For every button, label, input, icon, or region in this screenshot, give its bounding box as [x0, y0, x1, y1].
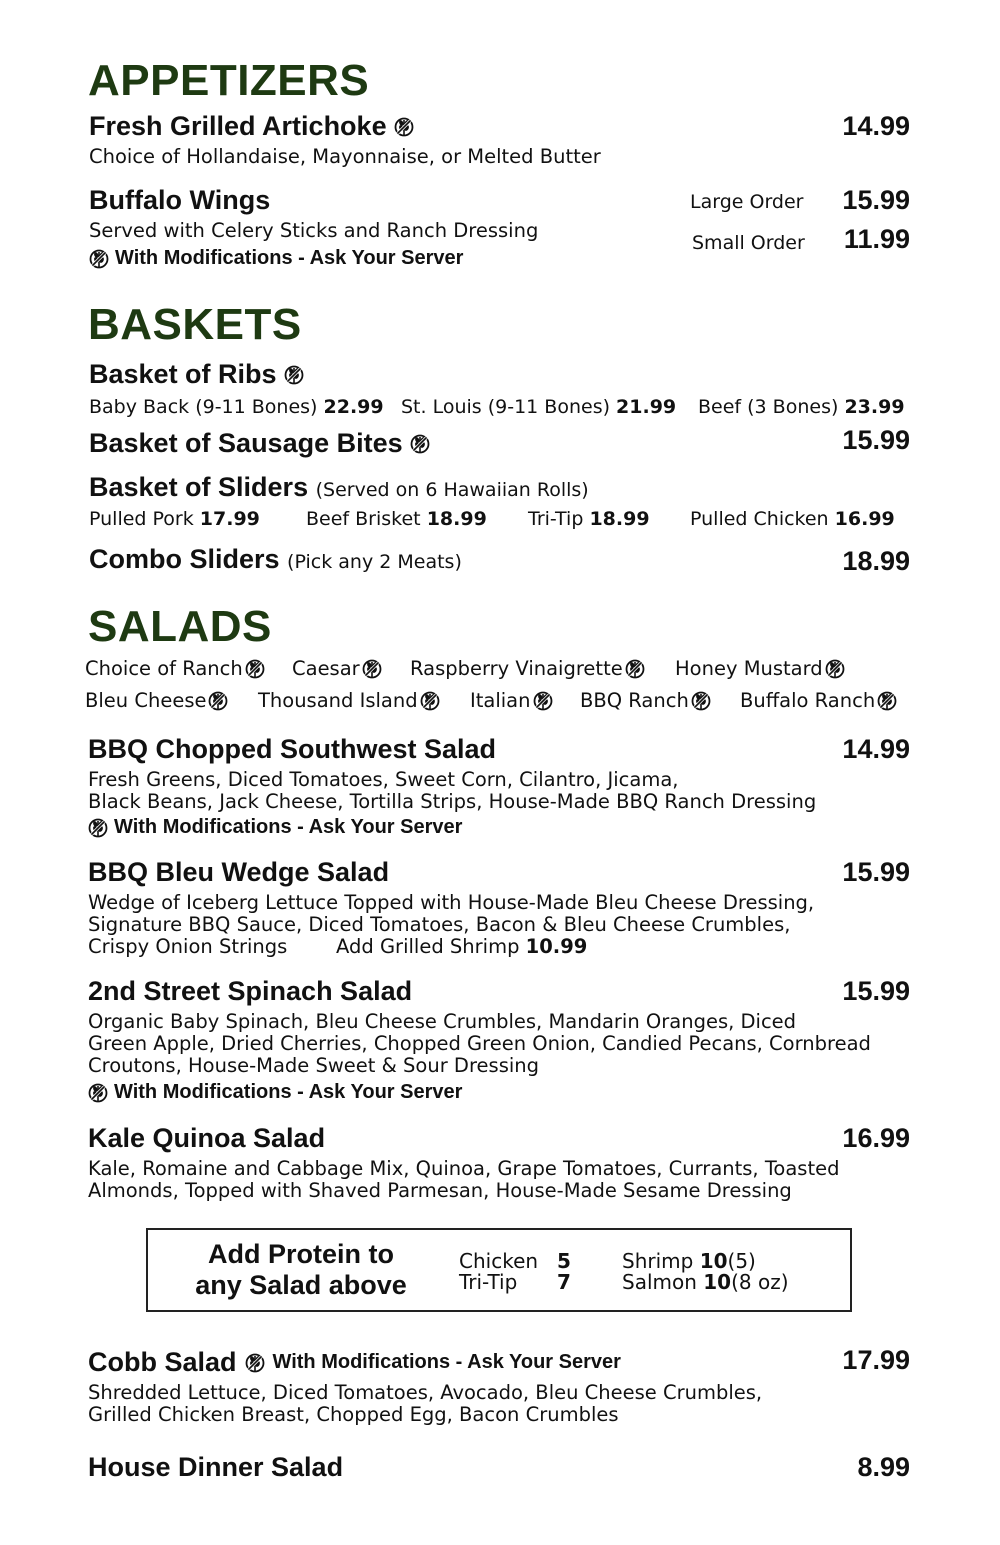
- sliders-option-pulled-pork: [89, 508, 260, 530]
- baskets-heading: BASKETS: [88, 300, 302, 349]
- spinach-mod-text: With Modifications - Ask Your Server: [114, 1081, 463, 1103]
- southwest-modification-note: [88, 816, 462, 839]
- gluten-free-icon: [362, 658, 382, 680]
- cobb-name-text: Cobb Salad: [88, 1347, 237, 1377]
- sliders-name-text: Basket of Sliders: [89, 472, 309, 502]
- gluten-free-icon: [245, 658, 265, 680]
- house-salad-name: House Dinner Salad: [88, 1452, 344, 1482]
- option-label: St. Louis (9-11 Bones): [401, 396, 610, 418]
- wedge-salad-name: BBQ Bleu Wedge Salad: [88, 857, 390, 887]
- sliders-option-beef-brisket: [306, 508, 487, 530]
- dressing-label: Honey Mustard: [675, 657, 823, 680]
- wedge-salad-price: 15.99: [842, 857, 910, 887]
- artichoke-name-text: Fresh Grilled Artichoke: [89, 111, 387, 141]
- dressing-label: Buffalo Ranch: [740, 689, 876, 712]
- dressing-label: Choice of Ranch: [85, 657, 243, 680]
- wedge-desc-line1: Wedge of Iceberg Lettuce Topped with House-Made Bleu Cheese Dressing,: [88, 891, 815, 914]
- wings-modification-note: [89, 247, 463, 270]
- dressing-label: Raspberry Vinaigrette: [410, 657, 623, 680]
- dressing-italian: [470, 689, 553, 712]
- sliders-note: (Served on 6 Hawaiian Rolls): [315, 479, 589, 501]
- house-salad-price: 8.99: [857, 1452, 910, 1482]
- ribs-option-beef: [698, 396, 905, 418]
- southwest-mod-text: With Modifications - Ask Your Server: [114, 816, 463, 838]
- sliders-name: [89, 472, 589, 503]
- gluten-free-icon: [88, 817, 108, 839]
- protein-salmon-price: 10: [703, 1270, 732, 1294]
- protein-shrimp-price: 10: [699, 1249, 728, 1273]
- protein-tritip-price: 7: [557, 1270, 571, 1294]
- option-price: 23.99: [844, 396, 905, 418]
- wedge-addon: [336, 936, 587, 958]
- option-price: 17.99: [199, 508, 260, 530]
- cobb-salad-name: [88, 1347, 621, 1378]
- southwest-salad-name: BBQ Chopped Southwest Salad: [88, 734, 497, 764]
- dressing-bbq-ranch: [580, 689, 711, 712]
- protein-salmon: [622, 1270, 789, 1294]
- protein-chicken-price: 5: [557, 1249, 571, 1273]
- gluten-free-icon: [825, 658, 845, 680]
- protein-salmon-label: Salmon: [622, 1270, 697, 1294]
- dressing-label: Thousand Island: [258, 689, 418, 712]
- dressing-bleu-cheese: [85, 689, 228, 712]
- protein-chicken-label: Chicken: [459, 1249, 539, 1273]
- ribs-option-baby-back: [89, 396, 384, 418]
- dressing-label: Bleu Cheese: [85, 689, 207, 712]
- wedge-desc-line2: Signature BBQ Sauce, Diced Tomatoes, Bacon & Bleu Cheese Crumbles,: [88, 913, 791, 936]
- artichoke-desc: Choice of Hollandaise, Mayonnaise, or Melted Butter: [89, 145, 601, 168]
- option-label: Pulled Chicken: [690, 508, 829, 530]
- protein-shrimp-label: Shrimp: [622, 1249, 694, 1273]
- dressing-label: BBQ Ranch: [580, 689, 689, 712]
- wings-name: Buffalo Wings: [89, 185, 271, 215]
- option-price: 22.99: [323, 396, 384, 418]
- sausage-name-text: Basket of Sausage Bites: [89, 428, 403, 458]
- dressing-label: Italian: [470, 689, 531, 712]
- dressing-choice-of-ranch: [85, 657, 265, 680]
- wings-large-label: Large Order: [690, 191, 804, 213]
- option-label: Pulled Pork: [89, 508, 194, 530]
- kale-desc-line1: Kale, Romaine and Cabbage Mix, Quinoa, Grape Tomatoes, Currants, Toasted: [88, 1157, 840, 1180]
- wings-mod-text: With Modifications - Ask Your Server: [115, 247, 464, 269]
- dressing-caesar: [292, 657, 382, 680]
- spinach-salad-price: 15.99: [842, 976, 910, 1006]
- artichoke-price: 14.99: [842, 111, 910, 141]
- artichoke-name: [89, 111, 414, 142]
- sausage-name: [89, 428, 430, 459]
- dressing-raspberry-vinaigrette: [410, 657, 645, 680]
- wings-small-price: 11.99: [843, 224, 910, 254]
- gluten-free-icon: [284, 364, 304, 386]
- spinach-desc-line2: Green Apple, Dried Cherries, Chopped Green Onion, Candied Pecans, Cornbread: [88, 1032, 871, 1055]
- combo-name-text: Combo Sliders: [89, 544, 280, 574]
- spinach-salad-name: 2nd Street Spinach Salad: [88, 976, 413, 1006]
- dressing-buffalo-ranch: [740, 689, 897, 712]
- wedge-desc-line3: Crispy Onion Strings: [88, 935, 288, 958]
- cobb-desc-line1: Shredded Lettuce, Diced Tomatoes, Avocado, Bleu Cheese Crumbles,: [88, 1381, 763, 1404]
- dressing-honey-mustard: [675, 657, 845, 680]
- gluten-free-icon: [877, 690, 897, 712]
- option-price: 16.99: [834, 508, 895, 530]
- option-label: Tri-Tip: [528, 508, 584, 530]
- southwest-desc-line1: Fresh Greens, Diced Tomatoes, Sweet Corn, Cilantro, Jicama,: [88, 768, 679, 791]
- protein-title-line2: any Salad above: [195, 1270, 407, 1300]
- sliders-option-tri-tip: [528, 508, 650, 530]
- ribs-name-text: Basket of Ribs: [89, 359, 277, 389]
- southwest-salad-price: 14.99: [842, 734, 910, 764]
- sliders-option-pulled-chicken: [690, 508, 895, 530]
- protein-shrimp-note: (5): [727, 1249, 756, 1273]
- kale-desc-line2: Almonds, Topped with Shaved Parmesan, House-Made Sesame Dressing: [88, 1179, 792, 1202]
- protein-tritip-label: Tri-Tip: [459, 1270, 518, 1294]
- gluten-free-icon: [691, 690, 711, 712]
- gluten-free-icon: [420, 690, 440, 712]
- salads-heading: SALADS: [88, 602, 272, 651]
- addon-price: 10.99: [525, 935, 588, 958]
- wings-large-price: 15.99: [842, 185, 910, 215]
- option-price: 21.99: [616, 396, 677, 418]
- southwest-desc-line2: Black Beans, Jack Cheese, Tortilla Strips, House-Made BBQ Ranch Dressing: [88, 790, 817, 813]
- kale-salad-name: Kale Quinoa Salad: [88, 1123, 326, 1153]
- dressing-thousand-island: [258, 689, 440, 712]
- cobb-mod-text: With Modifications - Ask Your Server: [272, 1351, 621, 1373]
- sausage-price: 15.99: [842, 425, 910, 455]
- gluten-free-icon: [533, 690, 553, 712]
- ribs-option-st-louis: [401, 396, 676, 418]
- appetizers-heading: APPETIZERS: [88, 56, 370, 105]
- gluten-free-icon: [410, 433, 430, 455]
- option-price: 18.99: [426, 508, 487, 530]
- dressing-label: Caesar: [292, 657, 360, 680]
- gluten-free-icon: [625, 658, 645, 680]
- gluten-free-icon: [394, 116, 414, 138]
- option-label: Beef (3 Bones): [698, 396, 839, 418]
- cobb-desc-line2: Grilled Chicken Breast, Chopped Egg, Bacon Crumbles: [88, 1403, 619, 1426]
- protein-title-line1: Add Protein to: [208, 1239, 394, 1269]
- spinach-desc-line3: Croutons, House-Made Sweet & Sour Dressing: [88, 1054, 540, 1077]
- cobb-salad-price: 17.99: [842, 1345, 910, 1375]
- wings-desc: Served with Celery Sticks and Ranch Dressing: [89, 219, 539, 242]
- kale-salad-price: 16.99: [842, 1123, 910, 1153]
- spinach-desc-line1: Organic Baby Spinach, Bleu Cheese Crumbles, Mandarin Oranges, Diced: [88, 1010, 797, 1033]
- add-protein-title: [148, 1239, 454, 1301]
- option-label: Beef Brisket: [306, 508, 421, 530]
- ribs-name: [89, 359, 304, 390]
- add-protein-box: [146, 1228, 852, 1312]
- gluten-free-icon: [89, 248, 109, 270]
- gluten-free-icon: [245, 1352, 265, 1374]
- option-label: Baby Back (9-11 Bones): [89, 396, 318, 418]
- wings-small-label: Small Order: [692, 232, 805, 254]
- combo-price: 18.99: [842, 546, 910, 576]
- addon-label: Add Grilled Shrimp: [336, 935, 520, 958]
- gluten-free-icon: [88, 1082, 108, 1104]
- combo-name: [89, 544, 462, 575]
- combo-note: (Pick any 2 Meats): [287, 551, 462, 573]
- gluten-free-icon: [208, 690, 228, 712]
- option-price: 18.99: [589, 508, 650, 530]
- spinach-modification-note: [88, 1081, 462, 1104]
- protein-salmon-note: (8 oz): [731, 1270, 789, 1294]
